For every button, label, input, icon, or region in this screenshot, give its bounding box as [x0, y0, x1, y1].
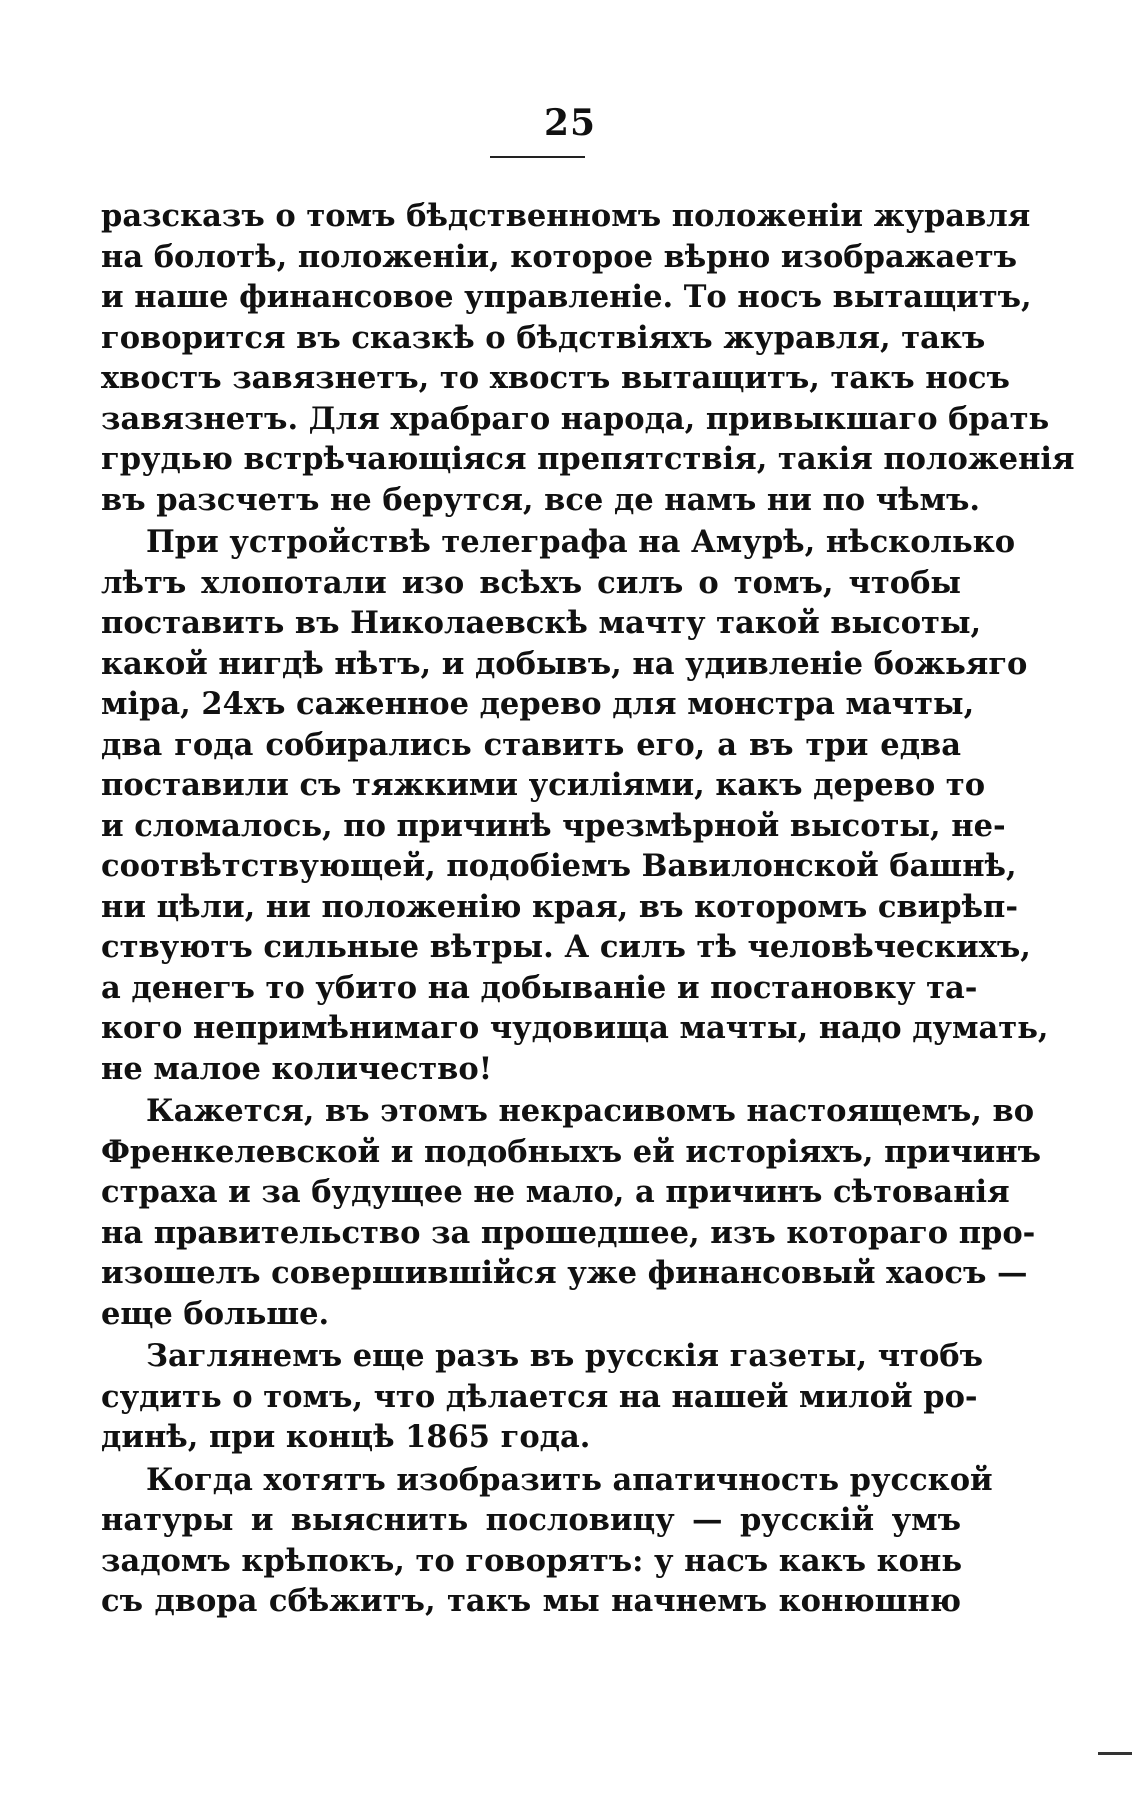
text-line: какой нигдѣ нѣтъ, и добывъ, на удивленіе божьяго — [101, 645, 1028, 682]
page-edge-mark — [1098, 1752, 1132, 1755]
page-number-rule — [490, 156, 585, 158]
text-line: разсказъ о томъ бѣдственномъ положеніи журавля — [101, 198, 1031, 234]
text-line: хвостъ завязнетъ, то хвостъ вытащитъ, такъ носъ — [101, 360, 1010, 396]
text-line: говорится въ сказкѣ о бѣдствіяхъ журавля, такъ — [101, 319, 986, 356]
body-text — [101, 196, 1075, 1622]
text-line: Когда хотятъ изобразить апатичность русской — [146, 1461, 993, 1498]
text-line: не малое количество! — [101, 1050, 493, 1087]
text-line: изошелъ совершившійся уже финансовый хаосъ — — [101, 1255, 1028, 1291]
text-line: задомъ крѣпокъ, то говорятъ: у насъ какъ конь — [101, 1542, 963, 1579]
text-line: на правительство за прошедшее, изъ котораго про- — [101, 1214, 1036, 1251]
text-line: Заглянемъ еще разъ въ русскія газеты, чтобъ — [146, 1338, 984, 1374]
text-line: лѣтъ хлопотали изо всѣхъ силъ о томъ, чтобы — [101, 564, 961, 601]
text-line: грудью встрѣчающіяся препятствія, такія положенія — [101, 441, 1075, 477]
text-line: на болотѣ, положеніи, которое вѣрно изображаетъ — [101, 238, 1017, 275]
text-line: При устройствѣ телеграфа на Амурѣ, нѣсколько — [146, 524, 1016, 560]
text-line: міра, 24хъ саженное дерево для монстра мачты, — [101, 686, 975, 722]
text-line: въ разсчетъ не берутся, все де намъ ни по чѣмъ. — [101, 481, 981, 518]
text-line: динѣ, при концѣ 1865 года. — [101, 1419, 591, 1455]
text-line: соотвѣтствующей, подобіемъ Вавилонской башнѣ, — [101, 848, 1017, 884]
text-line: съ двора сбѣжитъ, такъ мы начнемъ конюшню — [101, 1583, 961, 1619]
text-line: поставили съ тяжкими усиліями, какъ дерево то — [101, 767, 986, 803]
text-line: Френкелевской и подобныхъ ей исторіяхъ, причинъ — [101, 1133, 1042, 1170]
text-line: страха и за будущее не мало, а причинъ сѣтованія — [101, 1174, 1010, 1210]
text-line: ствуютъ сильные вѣтры. А силъ тѣ человѣческихъ, — [101, 929, 1031, 965]
text-line: кого непримѣнимаго чудовища мачты, надо думать, — [101, 1010, 1049, 1046]
text-line: два года собирались ставить его, а въ три едва — [101, 726, 961, 763]
text-line: судить о томъ, что дѣлается на нашей милой ро- — [101, 1378, 978, 1415]
text-line: и сломалось, по причинѣ чрезмѣрной высоты, не- — [101, 807, 1006, 844]
page-number: 25 — [543, 102, 597, 144]
text-line: Кажется, въ этомъ некрасивомъ настоящемъ, во — [146, 1093, 1035, 1129]
text-line: ни цѣли, ни положенію края, въ которомъ свирѣп- — [101, 888, 1019, 925]
text-line: еще больше. — [101, 1295, 330, 1332]
text-line: поставить въ Николаевскѣ мачту такой высоты, — [101, 605, 982, 641]
text-line: завязнетъ. Для храбраго народа, привыкшаго брать — [101, 400, 1050, 437]
text-line: натуры и выяснить пословицу — русскій умъ — [101, 1502, 961, 1538]
text-line: а денегъ то убито на добываніе и постановку та- — [101, 969, 978, 1006]
text-line: и наше финансовое управленіе. То носъ вытащитъ, — [101, 279, 1032, 315]
